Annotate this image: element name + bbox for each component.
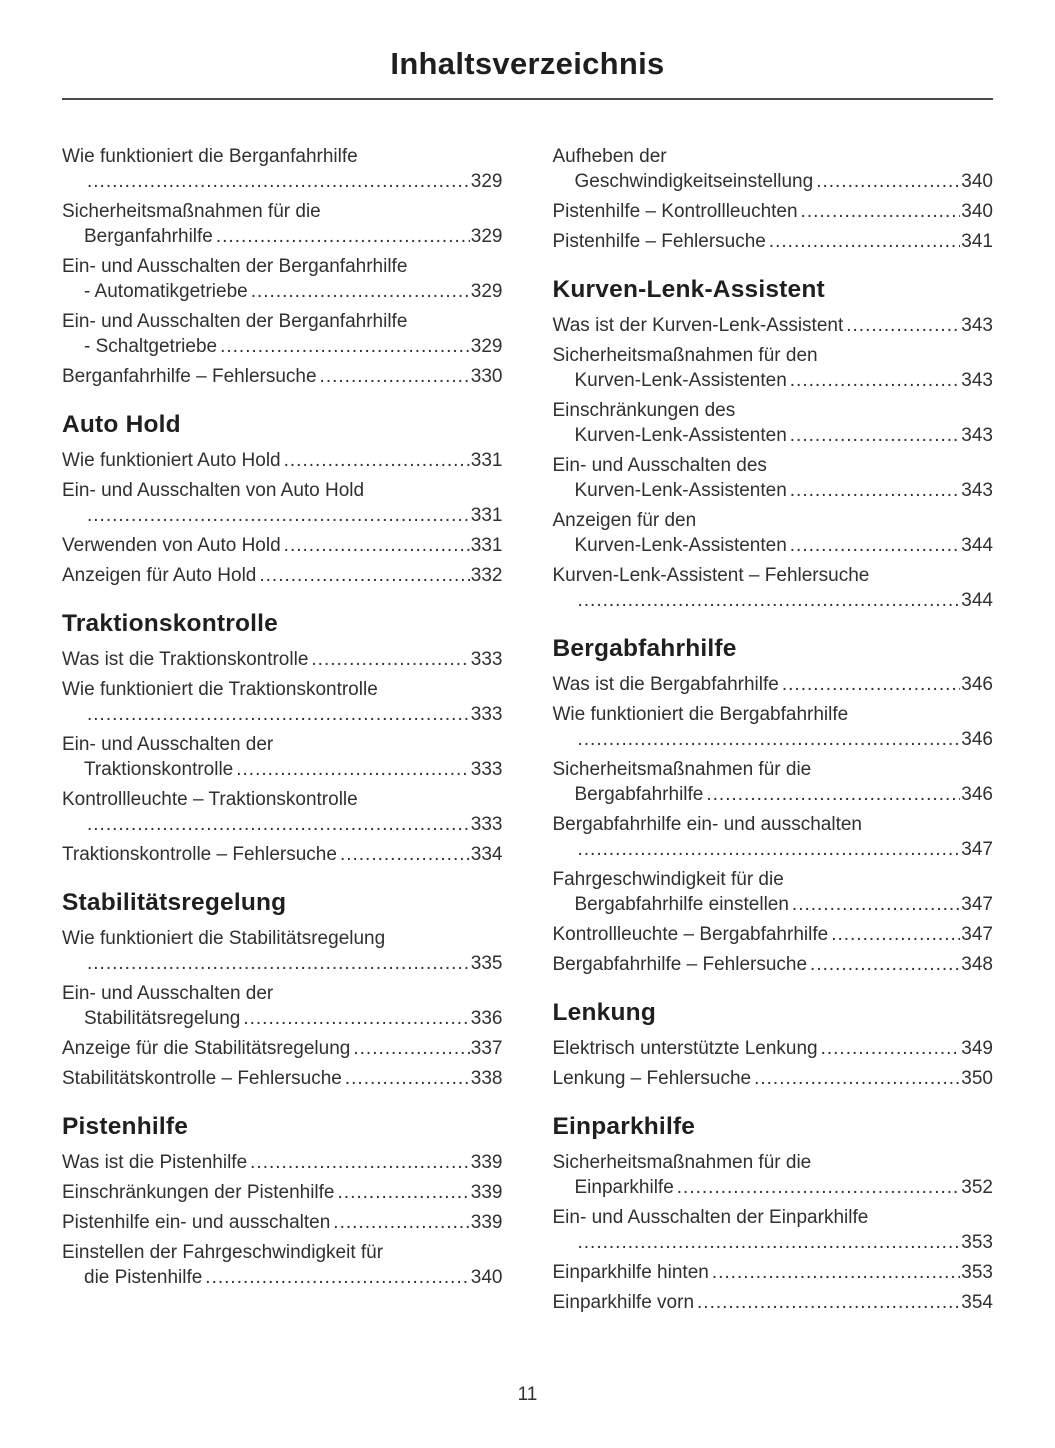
dot-leader — [333, 1210, 470, 1235]
entry-page-number: 343 — [961, 315, 993, 336]
entry-line-continuation — [62, 951, 503, 976]
entry-text: Sicherheitsmaßnahmen für den — [552, 345, 818, 366]
dot-leader — [790, 423, 961, 448]
entry-text: Pistenhilfe ein- und ausschalten — [62, 1212, 331, 1233]
entry-page-number: 329 — [470, 281, 503, 302]
entry-line — [553, 144, 994, 169]
entry-line — [553, 398, 994, 423]
toc-entry — [62, 254, 503, 304]
entry-text: Stabilitätsregelung — [84, 1008, 241, 1029]
entry-line-continuation — [62, 279, 503, 304]
entry-line-continuation — [553, 368, 994, 393]
dot-leader — [816, 169, 960, 194]
dot-leader — [216, 224, 470, 249]
section-heading: Traktionskontrolle — [62, 610, 278, 637]
entry-line — [62, 254, 503, 279]
entry-line-continuation — [553, 478, 994, 503]
dot-leader — [846, 313, 960, 338]
entry-page-number: 344 — [961, 535, 993, 556]
entry-page-number: 329 — [470, 336, 503, 357]
entry-page-number: 337 — [470, 1038, 503, 1059]
entry-text: Ein- und Ausschalten der — [62, 734, 274, 755]
entry-line — [62, 1180, 503, 1205]
toc-entry — [553, 922, 994, 947]
entry-page-number: 346 — [961, 784, 993, 805]
section-heading: Kurven-Lenk-Assistent — [552, 276, 825, 303]
entry-page-number: 347 — [961, 924, 993, 945]
entry-page-number: 346 — [961, 674, 993, 695]
toc-entry — [62, 981, 503, 1031]
entry-text: Geschwindigkeitseinstellung — [574, 171, 814, 192]
entry-line-continuation — [553, 533, 994, 558]
entry-line — [553, 313, 994, 338]
toc-entry — [62, 533, 503, 558]
entry-text: Bergabfahrhilfe einstellen — [574, 894, 789, 915]
entry-text: Ein- und Ausschalten des — [552, 455, 767, 476]
entry-text: Bergabfahrhilfe – Fehlersuche — [552, 954, 808, 975]
entry-line — [553, 1150, 994, 1175]
toc-entry — [553, 453, 994, 503]
entry-line-continuation — [553, 892, 994, 917]
page-title: Inhaltsverzeichnis — [390, 46, 665, 81]
entry-line-continuation — [62, 224, 503, 249]
toc-entry — [62, 1210, 503, 1235]
entry-line-continuation — [553, 782, 994, 807]
entry-line — [62, 364, 503, 389]
entry-page-number: 350 — [961, 1068, 993, 1089]
entry-text: Kontrollleuchte – Bergabfahrhilfe — [552, 924, 829, 945]
entry-line — [553, 229, 994, 254]
entry-page-number: 329 — [470, 171, 503, 192]
toc-entry — [553, 398, 994, 448]
entry-line-continuation — [62, 503, 503, 528]
entry-page-number: 339 — [470, 1152, 503, 1173]
entry-line — [62, 144, 503, 169]
toc-entry — [62, 1150, 503, 1175]
entry-text: Kontrollleuchte – Traktionskontrolle — [62, 789, 358, 810]
entry-line — [62, 448, 503, 473]
entry-line — [62, 533, 503, 558]
entry-line-continuation — [62, 812, 503, 837]
toc-entry — [62, 677, 503, 727]
toc-entry — [553, 1260, 994, 1285]
entry-text: Lenkung – Fehlersuche — [552, 1068, 752, 1089]
section-heading: Pistenhilfe — [62, 1113, 189, 1140]
entry-page-number: 336 — [470, 1008, 503, 1029]
entry-text: Wie funktioniert die Stabilitätsregelung — [62, 928, 386, 949]
dot-leader — [320, 364, 470, 389]
entry-text: Berganfahrhilfe – Fehlersuche — [62, 366, 317, 387]
entry-page-number: 343 — [961, 425, 993, 446]
entry-line — [62, 1066, 503, 1091]
dot-leader — [87, 812, 470, 837]
toc-column-2 — [553, 144, 994, 1320]
toc-entry — [553, 313, 994, 338]
dot-leader — [345, 1066, 470, 1091]
toc-entry — [553, 229, 994, 254]
toc-entry — [553, 508, 994, 558]
entry-line — [553, 1205, 994, 1230]
entry-text: Kurven-Lenk-Assistent – Fehlersuche — [552, 565, 870, 586]
entry-line — [553, 343, 994, 368]
entry-text: Was ist der Kurven-Lenk-Assistent — [552, 315, 844, 336]
toc-entry — [553, 1290, 994, 1315]
toc-entry — [553, 343, 994, 393]
toc-entry — [553, 144, 994, 194]
entry-line-continuation — [553, 588, 994, 613]
entry-page-number: 348 — [961, 954, 993, 975]
entry-line — [553, 199, 994, 224]
dot-leader — [87, 951, 470, 976]
dot-leader — [706, 782, 960, 807]
entry-text: Kurven-Lenk-Assistenten — [574, 425, 787, 446]
toc-entry — [62, 787, 503, 837]
entry-text: Einparkhilfe — [574, 1177, 674, 1198]
dot-leader — [243, 1006, 469, 1031]
entry-text: - Automatikgetriebe — [84, 281, 248, 302]
dot-leader — [284, 533, 470, 558]
entry-line — [553, 757, 994, 782]
entry-line — [62, 199, 503, 224]
toc-entry — [62, 926, 503, 976]
dot-leader — [236, 757, 470, 782]
entry-text: Was ist die Traktionskontrolle — [62, 649, 309, 670]
entry-page-number: 347 — [961, 894, 993, 915]
entry-line-continuation — [62, 334, 503, 359]
section-heading: Bergabfahrhilfe — [552, 635, 737, 662]
dot-leader — [790, 368, 961, 393]
entry-line — [62, 787, 503, 812]
entry-line — [62, 647, 503, 672]
entry-page-number: 335 — [470, 953, 503, 974]
dot-leader — [338, 1180, 470, 1205]
entry-text: Sicherheitsmaßnahmen für die — [552, 1152, 812, 1173]
entry-line-continuation — [62, 1006, 503, 1031]
dot-leader — [87, 702, 470, 727]
entry-line — [62, 981, 503, 1006]
section-heading: Stabilitätsregelung — [62, 889, 287, 916]
toc-column-1 — [62, 144, 503, 1320]
toc-entry — [553, 952, 994, 977]
entry-line — [553, 1066, 994, 1091]
entry-page-number: 330 — [470, 366, 503, 387]
entry-page-number: 340 — [961, 171, 993, 192]
entry-text: - Schaltgetriebe — [84, 336, 218, 357]
toc-entry — [553, 702, 994, 752]
entry-page-number: 346 — [961, 729, 993, 750]
entry-text: Kurven-Lenk-Assistenten — [574, 535, 787, 556]
entry-text: Kurven-Lenk-Assistenten — [574, 480, 787, 501]
entry-line — [62, 563, 503, 588]
toc-entry — [62, 842, 503, 867]
dot-leader — [782, 672, 960, 697]
toc-entry — [62, 144, 503, 194]
dot-leader — [578, 727, 961, 752]
entry-line — [553, 672, 994, 697]
entry-page-number: 338 — [470, 1068, 503, 1089]
entry-line-continuation — [553, 837, 994, 862]
toc-entry — [553, 199, 994, 224]
entry-line-continuation — [553, 1175, 994, 1200]
entry-text: Ein- und Ausschalten der Berganfahrhilfe — [62, 311, 408, 332]
toc-columns — [62, 144, 993, 1320]
toc-entry — [62, 1066, 503, 1091]
entry-page-number: 333 — [470, 814, 503, 835]
entry-line — [62, 1150, 503, 1175]
entry-text: Bergabfahrhilfe — [574, 784, 704, 805]
entry-line — [553, 563, 994, 588]
toc-entry — [553, 812, 994, 862]
entry-line — [553, 812, 994, 837]
dot-leader — [578, 588, 961, 613]
entry-text: Traktionskontrolle – Fehlersuche — [62, 844, 337, 865]
dot-leader — [284, 448, 470, 473]
entry-page-number: 353 — [961, 1232, 993, 1253]
entry-line — [553, 867, 994, 892]
dot-leader — [205, 1265, 470, 1290]
entry-text: Pistenhilfe – Fehlersuche — [552, 231, 766, 252]
entry-line-continuation — [62, 169, 503, 194]
entry-text: Ein- und Ausschalten der — [62, 983, 274, 1004]
entry-page-number: 352 — [961, 1177, 993, 1198]
entry-text: Wie funktioniert die Traktionskontrolle — [62, 679, 378, 700]
entry-line — [553, 922, 994, 947]
entry-page-number: 341 — [961, 231, 993, 252]
entry-text: Einparkhilfe vorn — [552, 1292, 695, 1313]
entry-page-number: 353 — [961, 1262, 993, 1283]
entry-line — [553, 1036, 994, 1061]
entry-page-number: 333 — [470, 649, 503, 670]
entry-page-number: 347 — [961, 839, 993, 860]
entry-line — [62, 478, 503, 503]
section-heading: Lenkung — [552, 999, 656, 1026]
entry-page-number: 339 — [470, 1182, 503, 1203]
entry-page-number: 331 — [470, 450, 503, 471]
entry-line — [553, 702, 994, 727]
entry-text: Was ist die Pistenhilfe — [62, 1152, 248, 1173]
entry-text: Bergabfahrhilfe ein- und ausschalten — [552, 814, 862, 835]
entry-text: Pistenhilfe – Kontrollleuchten — [552, 201, 798, 222]
entry-text: Ein- und Ausschalten der Berganfahrhilfe — [62, 256, 408, 277]
entry-text: Wie funktioniert die Berganfahrhilfe — [62, 146, 358, 167]
toc-entry — [553, 1066, 994, 1091]
entry-text: die Pistenhilfe — [84, 1267, 203, 1288]
toc-entry — [553, 1205, 994, 1255]
entry-page-number: 354 — [961, 1292, 993, 1313]
dot-leader — [311, 647, 469, 672]
entry-page-number: 329 — [470, 226, 503, 247]
toc-entry — [62, 199, 503, 249]
entry-page-number: 332 — [470, 565, 503, 586]
entry-page-number: 343 — [961, 370, 993, 391]
entry-text: Einparkhilfe hinten — [552, 1262, 709, 1283]
entry-text: Stabilitätskontrolle – Fehlersuche — [62, 1068, 342, 1089]
entry-line — [62, 1240, 503, 1265]
entry-text: Einstellen der Fahrgeschwindigkeit für — [62, 1242, 384, 1263]
footer-page-number: 11 — [517, 1384, 538, 1405]
toc-entry — [553, 757, 994, 807]
dot-leader — [220, 334, 470, 359]
toc-entry — [553, 1150, 994, 1200]
toc-entry — [553, 672, 994, 697]
dot-leader — [251, 279, 470, 304]
toc-entry — [62, 563, 503, 588]
entry-line — [553, 453, 994, 478]
toc-entry — [62, 448, 503, 473]
toc-entry — [553, 1036, 994, 1061]
dot-leader — [353, 1036, 469, 1061]
entry-text: Wie funktioniert Auto Hold — [62, 450, 281, 471]
entry-text: Sicherheitsmaßnahmen für die — [552, 759, 812, 780]
entry-page-number: 331 — [470, 505, 503, 526]
dot-leader — [250, 1150, 470, 1175]
entry-text: Kurven-Lenk-Assistenten — [574, 370, 787, 391]
dot-leader — [754, 1066, 960, 1091]
dot-leader — [801, 199, 961, 224]
toc-entry — [62, 1180, 503, 1205]
entry-text: Berganfahrhilfe — [84, 226, 213, 247]
entry-line — [62, 1036, 503, 1061]
entry-text: Fahrgeschwindigkeit für die — [552, 869, 784, 890]
entry-line — [553, 508, 994, 533]
dot-leader — [769, 229, 960, 254]
entry-text: Aufheben der — [552, 146, 667, 167]
entry-page-number: 333 — [470, 704, 503, 725]
dot-leader — [790, 533, 961, 558]
entry-line — [62, 309, 503, 334]
dot-leader — [578, 1230, 961, 1255]
dot-leader — [87, 169, 470, 194]
section-heading: Einparkhilfe — [552, 1113, 696, 1140]
entry-page-number: 339 — [470, 1212, 503, 1233]
entry-text: Traktionskontrolle — [84, 759, 234, 780]
entry-text: Anzeigen für den — [552, 510, 697, 531]
dot-leader — [578, 837, 961, 862]
toc-entry — [62, 1036, 503, 1061]
toc-entry — [62, 647, 503, 672]
entry-line-continuation — [553, 727, 994, 752]
entry-line — [553, 1290, 994, 1315]
entry-page-number: 349 — [961, 1038, 993, 1059]
entry-line — [62, 1210, 503, 1235]
entry-line — [553, 1260, 994, 1285]
entry-line-continuation — [62, 702, 503, 727]
entry-line-continuation — [62, 757, 503, 782]
dot-leader — [810, 952, 960, 977]
dot-leader — [87, 503, 470, 528]
entry-text: Was ist die Bergabfahrhilfe — [552, 674, 779, 695]
entry-line-continuation — [62, 1265, 503, 1290]
dot-leader — [340, 842, 470, 867]
entry-page-number: 344 — [961, 590, 993, 611]
toc-entry — [62, 1240, 503, 1290]
entry-text: Anzeigen für Auto Hold — [62, 565, 257, 586]
toc-entry — [62, 478, 503, 528]
entry-line-continuation — [553, 1230, 994, 1255]
entry-line-continuation — [553, 423, 994, 448]
entry-text: Elektrisch unterstützte Lenkung — [552, 1038, 818, 1059]
entry-text: Wie funktioniert die Bergabfahrhilfe — [552, 704, 849, 725]
entry-text: Sicherheitsmaßnahmen für die — [62, 201, 321, 222]
entry-page-number: 331 — [470, 535, 503, 556]
entry-page-number: 340 — [470, 1267, 503, 1288]
toc-entry — [62, 364, 503, 389]
toc-entry — [553, 867, 994, 917]
entry-text: Ein- und Ausschalten der Einparkhilfe — [552, 1207, 869, 1228]
toc-entry — [62, 732, 503, 782]
toc-entry — [553, 563, 994, 613]
section-heading: Auto Hold — [62, 411, 181, 438]
dot-leader — [677, 1175, 961, 1200]
entry-text: Verwenden von Auto Hold — [62, 535, 281, 556]
entry-page-number: 343 — [961, 480, 993, 501]
entry-text: Ein- und Ausschalten von Auto Hold — [62, 480, 365, 501]
dot-leader — [821, 1036, 961, 1061]
dot-leader — [792, 892, 960, 917]
title-divider — [62, 98, 993, 100]
toc-entry — [62, 309, 503, 359]
entry-line — [62, 842, 503, 867]
entry-page-number: 340 — [961, 201, 993, 222]
entry-page-number: 333 — [470, 759, 503, 780]
dot-leader — [697, 1290, 960, 1315]
entry-text: Anzeige für die Stabilitätsregelung — [62, 1038, 351, 1059]
dot-leader — [831, 922, 960, 947]
entry-page-number: 334 — [470, 844, 503, 865]
entry-line — [62, 732, 503, 757]
dot-leader — [790, 478, 961, 503]
entry-line — [62, 926, 503, 951]
entry-text: Einschränkungen des — [552, 400, 736, 421]
dot-leader — [712, 1260, 960, 1285]
entry-line-continuation — [553, 169, 994, 194]
entry-line — [62, 677, 503, 702]
entry-text: Einschränkungen der Pistenhilfe — [62, 1182, 335, 1203]
entry-line — [553, 952, 994, 977]
dot-leader — [259, 563, 469, 588]
